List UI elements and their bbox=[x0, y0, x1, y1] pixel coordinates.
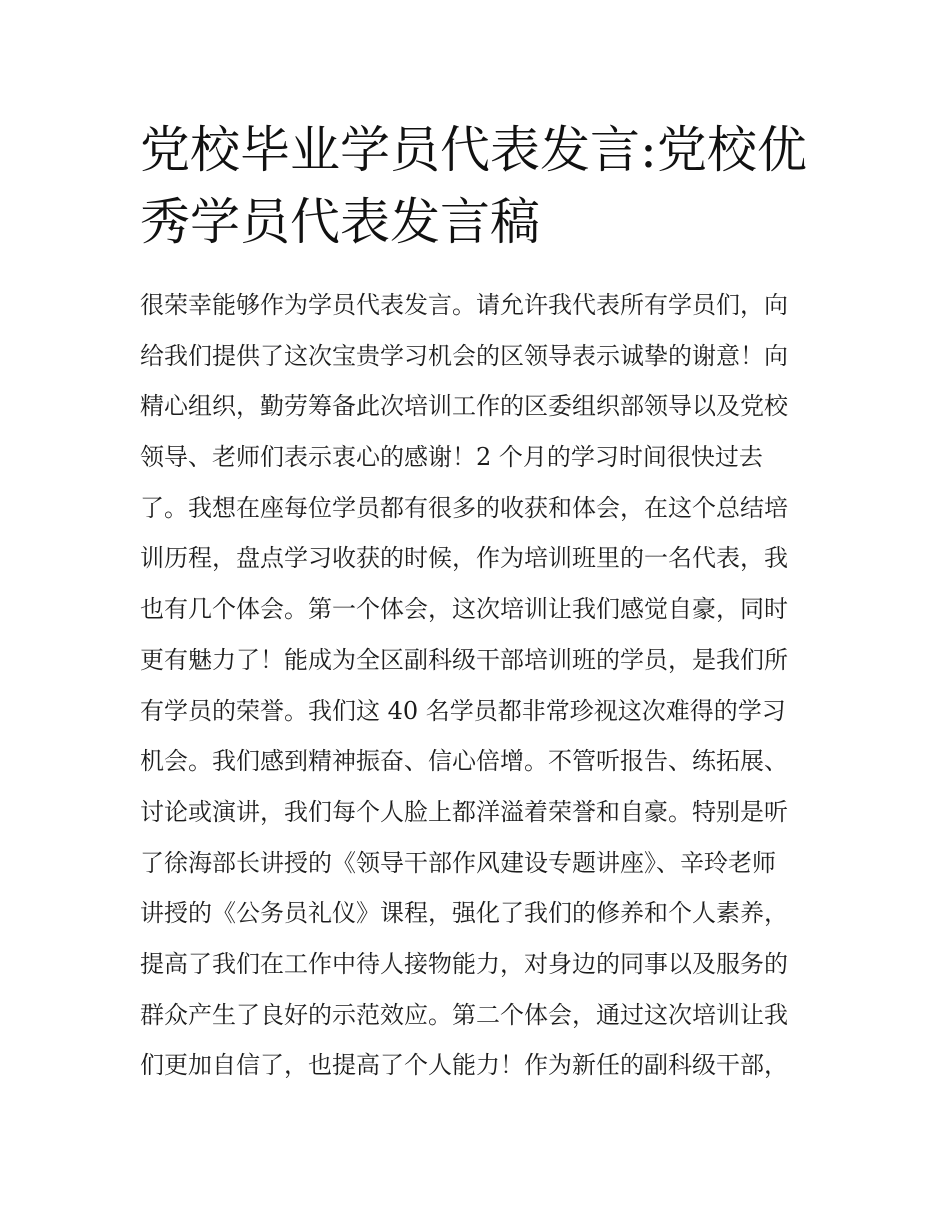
body-line: 训历程，盘点学习收获的时候，作为培训班里的一名代表，我 bbox=[140, 544, 788, 573]
document-title bbox=[140, 114, 812, 258]
body-line: 提高了我们在工作中待人接物能力，对身边的同事以及服务的 bbox=[140, 949, 788, 978]
body-line: 也有几个体会。第一个体会，这次培训让我们感觉自豪，同时 bbox=[140, 595, 788, 624]
body-line: 了。我想在座每位学员都有很多的收获和体会，在这个总结培 bbox=[140, 493, 788, 522]
body-line: 给我们提供了这次宝贵学习机会的区领导表示诚挚的谢意！向 bbox=[140, 341, 788, 370]
body-line: 很荣幸能够作为学员代表发言。请允许我代表所有学员们，向 bbox=[140, 291, 788, 319]
body-paragraph bbox=[140, 280, 820, 1091]
body-line: 机会。我们感到精神振奋、信心倍增。不管听报告、练拓展、 bbox=[140, 747, 788, 776]
body-line: 领导、老师们表示衷心的感谢！2 个月的学习时间很快过去 bbox=[140, 443, 763, 472]
body-line: 有学员的荣誉。我们这 40 名学员都非常珍视这次难得的学习 bbox=[140, 696, 786, 725]
body-line: 们更加自信了，也提高了个人能力！作为新任的副科级干部， bbox=[140, 1051, 788, 1080]
title-line: 秀学员代表发言稿 bbox=[140, 193, 540, 251]
body-line: 精心组织，勤劳筹备此次培训工作的区委组织部领导以及党校 bbox=[140, 392, 788, 421]
body-line: 讨论或演讲，我们每个人脸上都洋溢着荣誉和自豪。特别是听 bbox=[140, 797, 788, 826]
body-line: 讲授的《公务员礼仪》课程，强化了我们的修养和个人素养， bbox=[140, 899, 788, 928]
title-line: 党校毕业学员代表发言:党校优 bbox=[140, 121, 807, 179]
body-line: 群众产生了良好的示范效应。第二个体会，通过这次培训让我 bbox=[140, 1000, 788, 1029]
body-line: 了徐海部长讲授的《领导干部作风建设专题讲座》、辛玲老师 bbox=[140, 848, 776, 877]
body-line: 更有魅力了！能成为全区副科级干部培训班的学员，是我们所 bbox=[140, 645, 788, 674]
